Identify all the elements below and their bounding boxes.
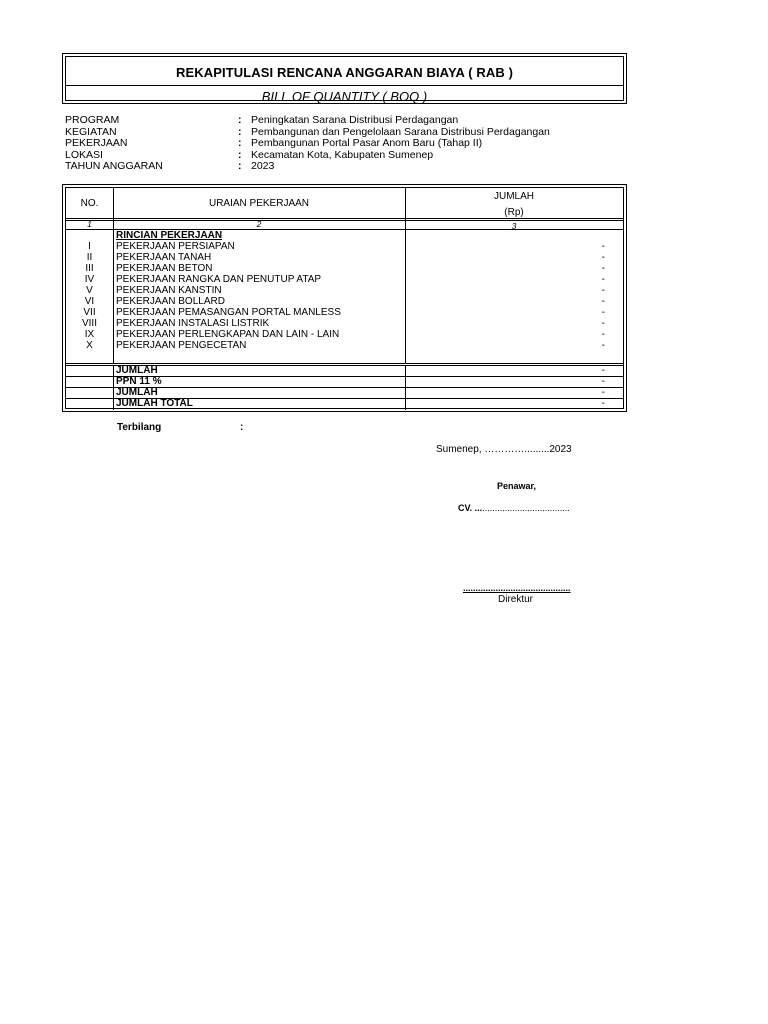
- row-description: PEKERJAAN BOLLARD: [116, 296, 225, 307]
- row-number: VI: [84, 296, 95, 307]
- row-amount: -: [601, 274, 605, 285]
- totals-row: [66, 387, 623, 398]
- boq-table: [62, 184, 627, 412]
- row-number: X: [86, 340, 93, 351]
- row-description: PEKERJAAN RANGKA DAN PENUTUP ATAP: [116, 274, 322, 285]
- table-row: [66, 329, 623, 340]
- row-number: V: [86, 285, 93, 296]
- document-title: REKAPITULASI RENCANA ANGGARAN BIAYA ( RAB ): [175, 65, 514, 80]
- table-row: [66, 285, 623, 296]
- header-jumlah: JUMLAH: [493, 191, 534, 202]
- document-subtitle: BILL OF QUANTITY ( BOQ ): [261, 89, 428, 104]
- row-amount: -: [601, 296, 605, 307]
- row-description: PEKERJAAN PENGECETAN: [116, 340, 247, 351]
- header-uraian: URAIAN PEKERJAAN: [208, 198, 310, 209]
- table-row: [66, 274, 623, 285]
- info-label: LOKASI: [65, 148, 103, 161]
- row-amount: -: [601, 329, 605, 340]
- index-col-3: 3: [511, 221, 517, 231]
- row-amount: -: [601, 340, 605, 351]
- info-value: Peningkatan Sarana Distribusi Perdagangan: [251, 114, 459, 126]
- info-row-pekerjaan: [65, 138, 625, 150]
- totals-rule: [66, 363, 623, 364]
- boq-table-inner: [65, 187, 624, 409]
- company-dots: ...................................: [482, 503, 570, 513]
- row-amount: -: [601, 285, 605, 296]
- row-number: IX: [84, 329, 95, 340]
- totals-row: [66, 365, 623, 376]
- project-info: [65, 115, 625, 173]
- totals-label: PPN 11 %: [116, 376, 162, 387]
- info-value: Pembangunan Portal Pasar Anom Baru (Tahap II): [251, 137, 483, 149]
- info-colon: :: [238, 114, 242, 126]
- row-amount: -: [601, 318, 605, 329]
- director-title: Direktur: [498, 594, 534, 605]
- totals-row: [66, 398, 623, 409]
- table-row: [66, 241, 623, 252]
- totals-amount: -: [601, 376, 605, 387]
- title-divider: [66, 85, 623, 86]
- info-value: Kecamatan Kota, Kabupaten Sumenep: [251, 148, 434, 161]
- row-amount: -: [601, 263, 605, 274]
- table-row: [66, 263, 623, 274]
- table-row: [66, 307, 623, 318]
- info-label: PROGRAM: [65, 114, 120, 126]
- row-description: PEKERJAAN TANAH: [116, 252, 212, 263]
- row-description: PEKERJAAN PEMASANGAN PORTAL MANLESS: [116, 307, 341, 318]
- row-number: VII: [83, 307, 96, 318]
- title-inner-frame: [65, 56, 624, 104]
- info-label: PEKERJAAN: [65, 137, 128, 149]
- info-row-program: [65, 115, 625, 127]
- info-label: TAHUN ANGGARAN: [65, 160, 163, 172]
- row-number: III: [85, 263, 94, 274]
- signature-line: ...........................................: [463, 583, 571, 593]
- section-row: [66, 230, 623, 241]
- row-description: PEKERJAAN PERSIAPAN: [116, 241, 235, 252]
- table-row: [66, 318, 623, 329]
- company-name: [458, 503, 570, 513]
- row-description: PEKERJAAN PERLENGKAPAN DAN LAIN - LAIN: [116, 329, 340, 340]
- terbilang-colon: :: [240, 422, 244, 433]
- place-date: Sumenep, ………….........2023: [436, 444, 572, 455]
- info-colon: :: [238, 125, 242, 138]
- info-row-tahun-anggaran: [65, 161, 625, 173]
- totals-amount: -: [601, 387, 605, 398]
- row-number: II: [86, 252, 93, 263]
- header-no: NO.: [80, 198, 99, 209]
- totals-amount: -: [601, 398, 605, 409]
- row-number: IV: [84, 274, 95, 285]
- penawar-label: Penawar,: [497, 481, 537, 491]
- info-colon: :: [238, 160, 242, 172]
- title-box: [62, 53, 627, 104]
- info-value: 2023: [251, 160, 275, 172]
- row-amount: -: [601, 307, 605, 318]
- index-col-2: 2: [256, 219, 262, 229]
- info-colon: :: [238, 137, 242, 149]
- row-number: VIII: [81, 318, 97, 329]
- section-title: RINCIAN PEKERJAAN: [116, 230, 223, 241]
- info-label: KEGIATAN: [65, 125, 117, 138]
- info-value: Pembangunan dan Pengelolaan Sarana Distribusi Perdagangan: [251, 125, 550, 138]
- table-row: [66, 252, 623, 263]
- row-number: I: [88, 241, 91, 252]
- totals-label: JUMLAH: [116, 365, 158, 376]
- totals-row: [66, 376, 623, 387]
- row-amount: -: [601, 252, 605, 263]
- info-colon: :: [238, 148, 242, 161]
- company-prefix: CV. ...: [458, 503, 483, 513]
- header-unit: (Rp): [504, 207, 524, 218]
- totals-label: JUMLAH: [116, 387, 158, 398]
- index-col-1: 1: [87, 219, 92, 229]
- totals-label: JUMLAH TOTAL: [116, 398, 193, 409]
- row-description: PEKERJAAN INSTALASI LISTRIK: [116, 318, 270, 329]
- terbilang-label: Terbilang: [117, 422, 162, 433]
- row-description: PEKERJAAN KANSTIN: [116, 285, 222, 296]
- totals-amount: -: [601, 365, 605, 376]
- table-row: [66, 340, 623, 351]
- row-description: PEKERJAAN BETON: [116, 263, 213, 274]
- table-row: [66, 296, 623, 307]
- row-amount: -: [601, 241, 605, 252]
